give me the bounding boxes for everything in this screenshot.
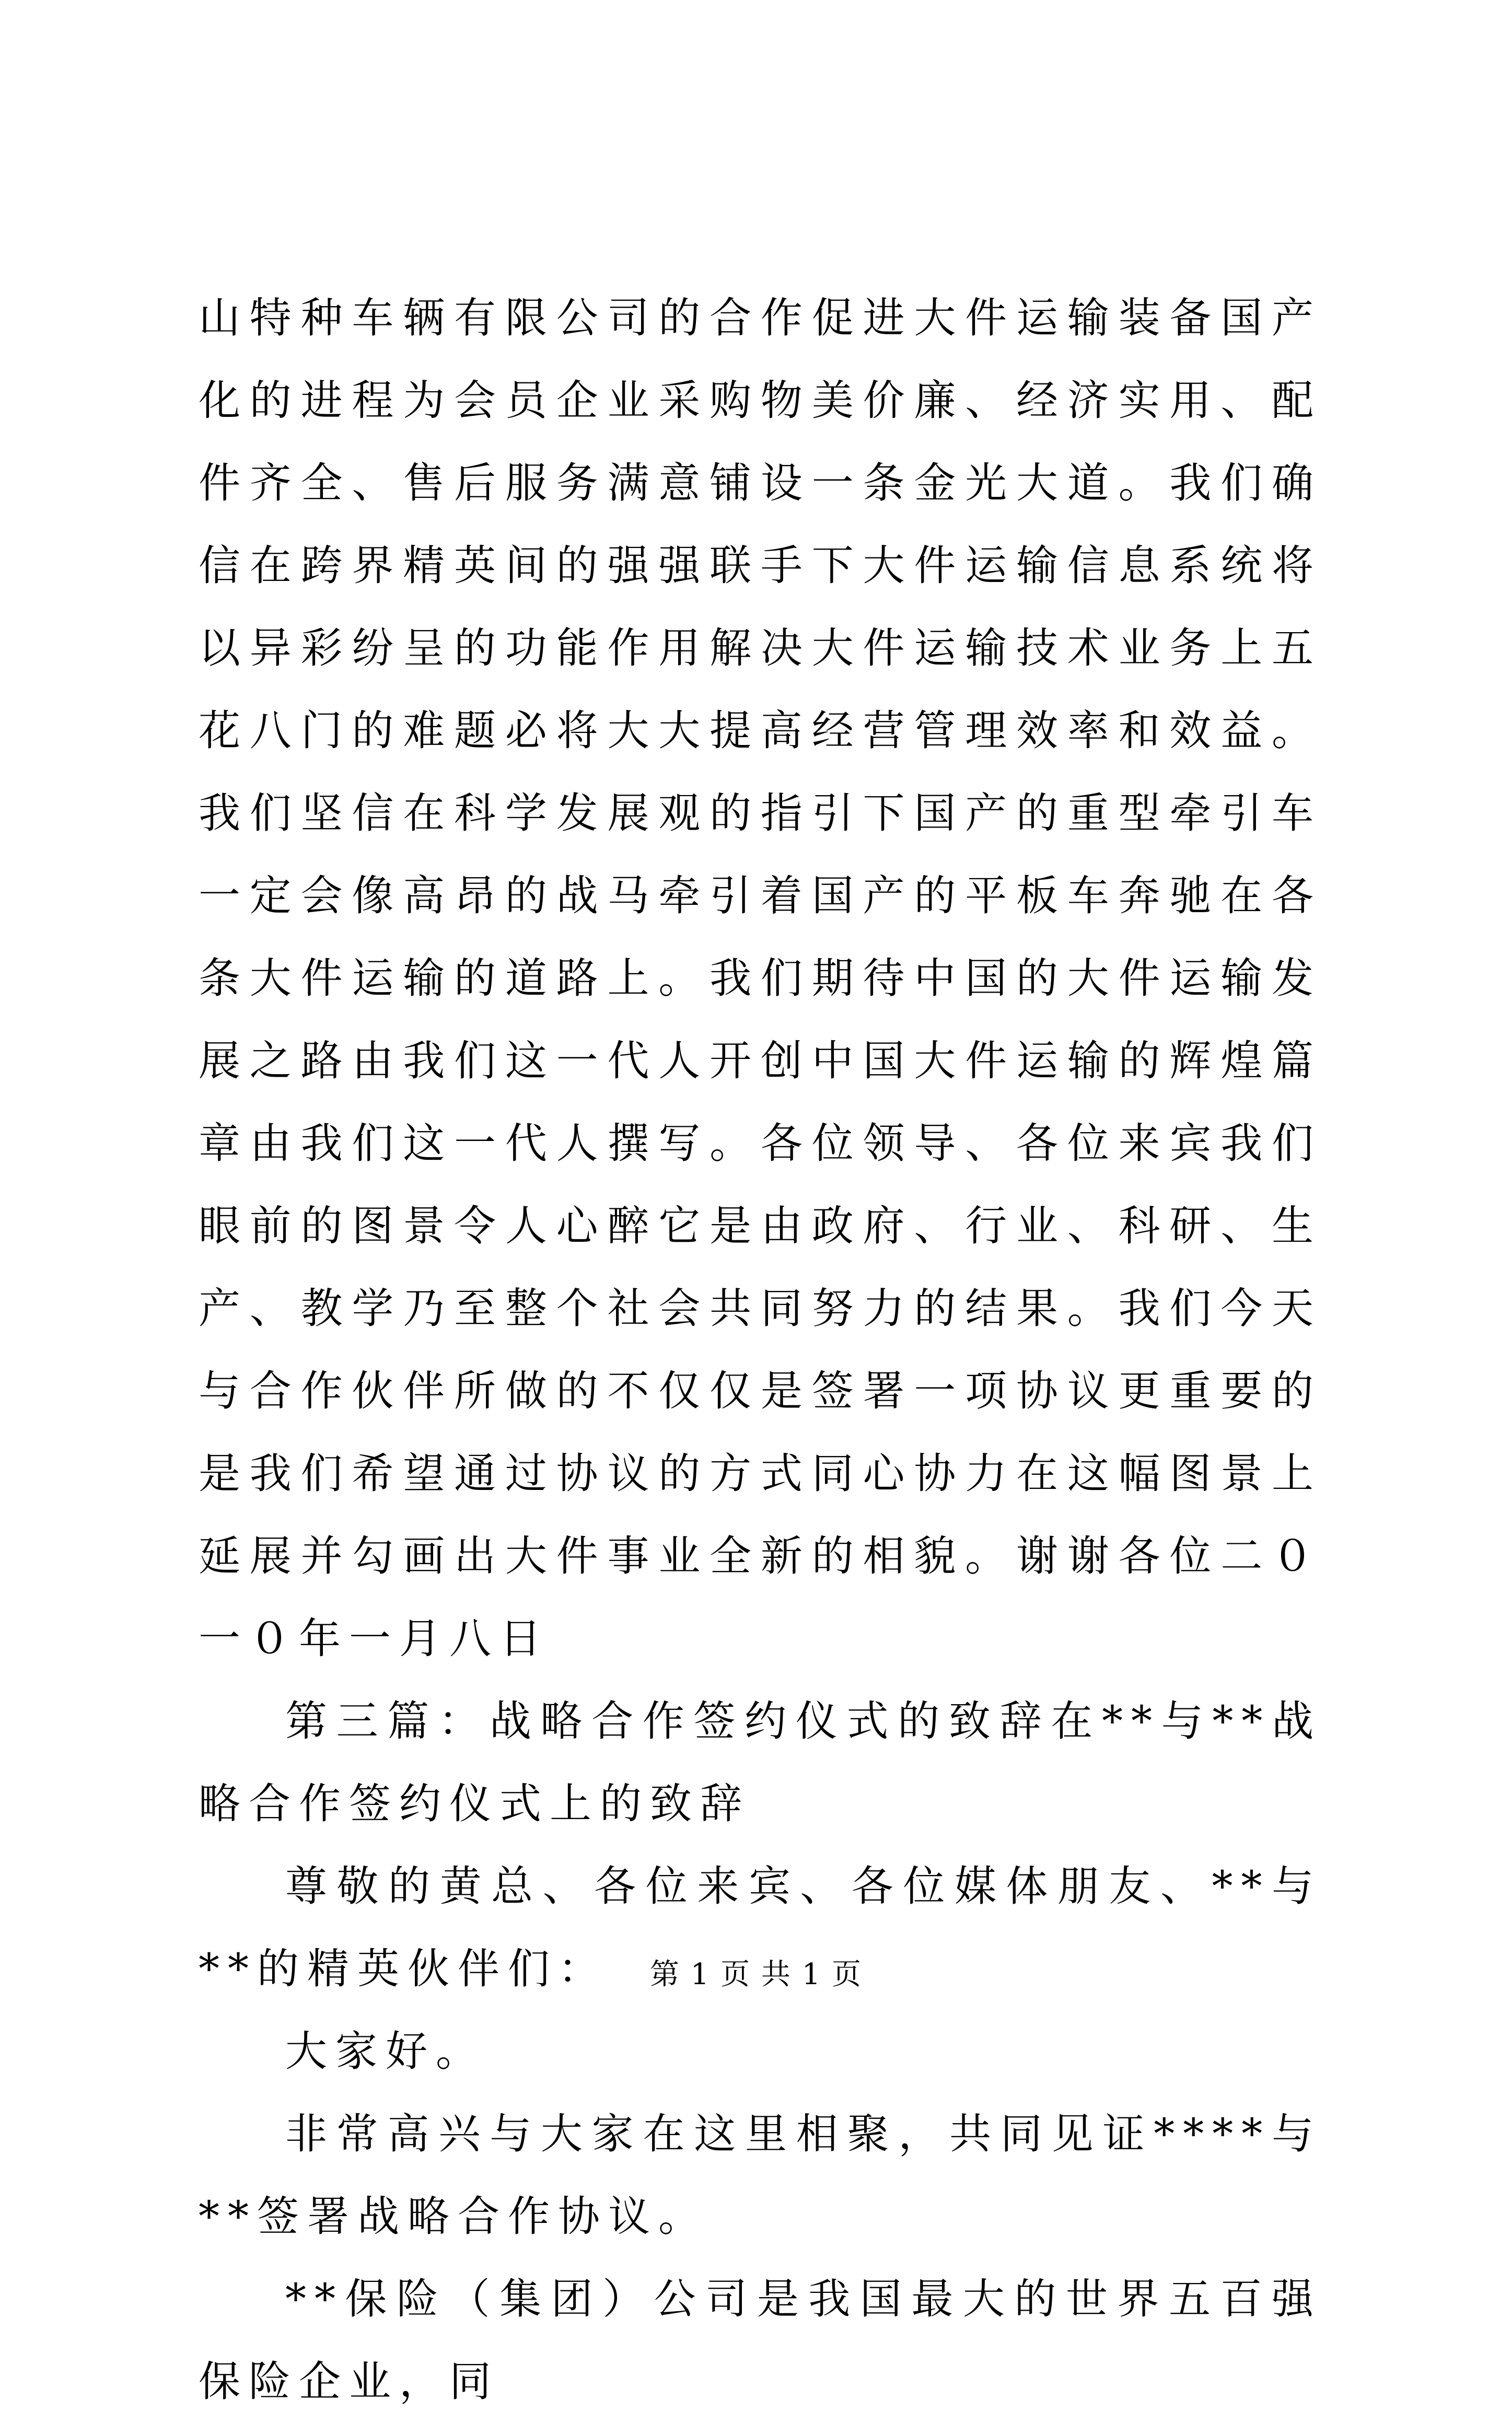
salutation: 尊敬的黄总、各位来宾、各位媒体朋友、**与**的精英伙伴们：	[199, 1862, 1322, 1993]
paragraph-1: 非常高兴与大家在这里相聚，共同见证****与**签署战略合作协议。	[199, 2110, 1322, 2241]
paragraph-2: **保险（集团）公司是我国最大的世界五百强保险企业，同	[199, 2275, 1322, 2406]
section-heading: 第三篇：战略合作签约仪式的致辞在**与**战略合作签约仪式上的致辞	[199, 1697, 1322, 1828]
continued-paragraph: 山特种车辆有限公司的合作促进大件运输装备国产化的进程为会员企业采购物美价廉、经济实用、配件齐全、售后服务满意铺设一条金光大道。我们确信在跨界精英间的强强联手下大件运输信息系统将以异彩纷呈的功能作用解决大件运输技术业务上五花八门的难题必将大大提高经营管理效率和效益。我们坚信在科学发展观的指引下国产的重型牵引车一定会像高昂的战马牵引着国产的平板车奔驰在各条大件运输的道路上。我们期待中国的大件运输发展之路由我们这一代人开创中国大件运输的辉煌篇章由我们这一代人撰写。各位领导、各位来宾我们眼前的图景令人心醉它是由政府、行业、科研、生产、教学乃至整个社会共同努力的结果。我们今天与合作伙伴所做的不仅仅是签署一项协议更重要的是我们希望通过协议的方式同心协力在这幅图景上延展并勾画出大件事业全新的相貌。谢谢各位二０一０年一月八日	[199, 294, 1322, 1663]
document-body	[199, 277, 1322, 2423]
greeting: 大家好。	[285, 2027, 486, 2076]
page-footer: 第 1 页 共 1 页	[649, 1958, 863, 1991]
